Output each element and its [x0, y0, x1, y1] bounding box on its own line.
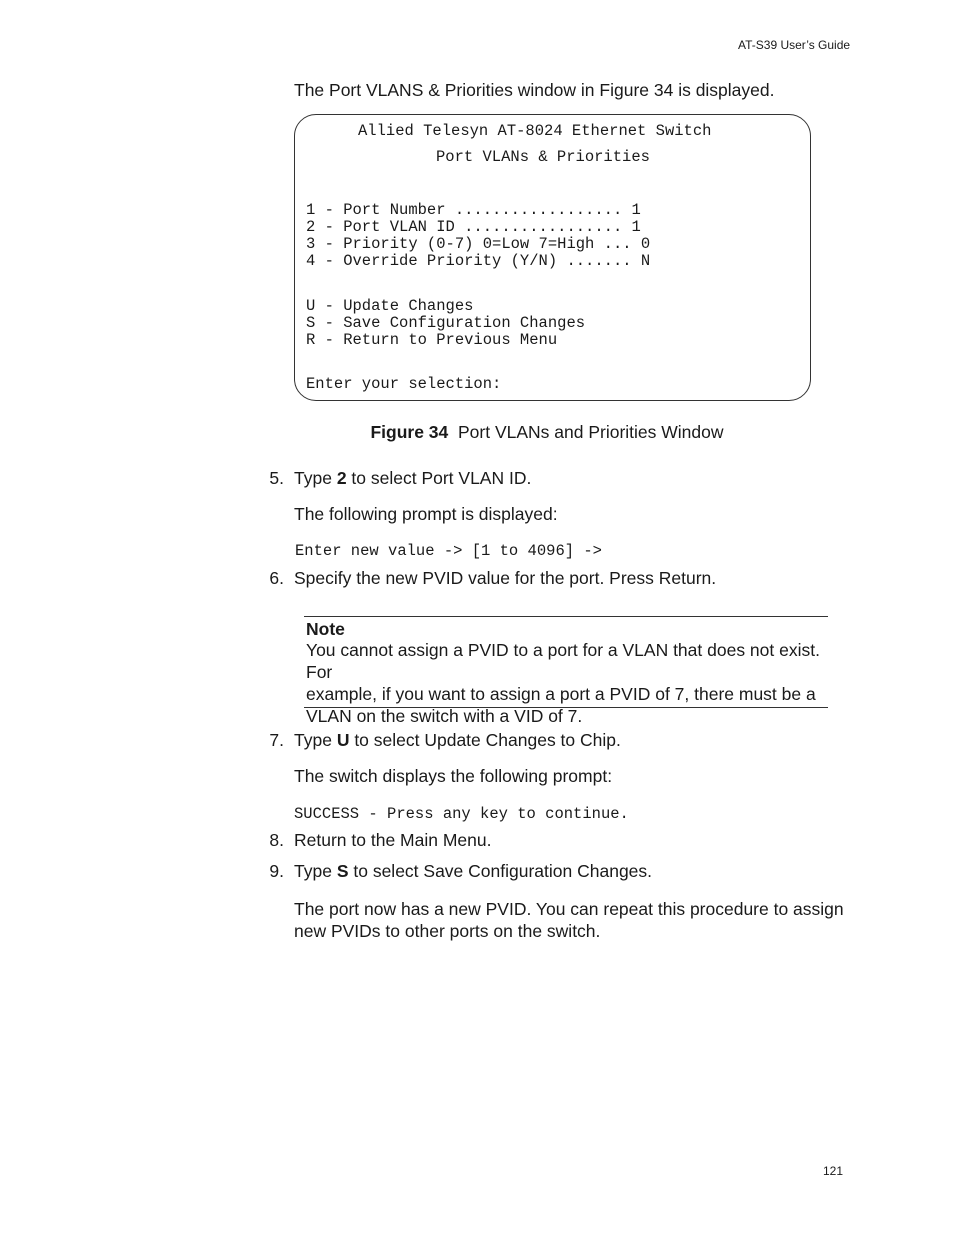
- screen-action-item: R - Return to Previous Menu: [306, 331, 558, 349]
- step-5-followup: The following prompt is displayed:: [294, 504, 558, 524]
- note-box: [304, 616, 828, 726]
- screen-action-item: U - Update Changes: [306, 297, 474, 315]
- screen-menu-item: 2 - Port VLAN ID ................. 1: [306, 218, 641, 236]
- screen-selection-prompt: Enter your selection:: [306, 375, 502, 393]
- step-7-prompt: SUCCESS - Press any key to continue.: [294, 805, 629, 823]
- figure-label: Figure 34: [370, 422, 449, 442]
- step-9-text: Type S to select Save Configuration Changes.: [294, 861, 653, 881]
- screen-menu-item: 4 - Override Priority (Y/N) ....... N: [306, 252, 651, 270]
- step-7-followup: The switch displays the following prompt:: [294, 766, 613, 786]
- step-number: 8.: [269, 830, 284, 850]
- step-5-prompt: Enter new value -> [1 to 4096] ->: [295, 542, 602, 560]
- running-header: AT-S39 User’s Guide: [738, 38, 851, 52]
- step-7-text: Type U to select Update Changes to Chip.: [294, 730, 621, 750]
- step-number: 7.: [269, 730, 284, 750]
- closing-paragraph: The port now has a new PVID. You can repeat this procedure to assign new PVIDs to other ports on the switch.: [294, 899, 844, 941]
- terminal-screen-figure: [294, 114, 811, 401]
- screen-subtitle: Port VLANs & Priorities: [436, 148, 650, 166]
- step-6-text: Specify the new PVID value for the port. Press Return.: [294, 568, 717, 588]
- step-number: 6.: [269, 568, 284, 588]
- key-label: 2: [336, 468, 347, 488]
- step-number: 9.: [269, 861, 284, 881]
- step-5-text: Type 2 to select Port VLAN ID.: [294, 468, 532, 488]
- step-8-text: Return to the Main Menu.: [294, 830, 492, 850]
- figure-caption: [0, 422, 954, 443]
- intro-paragraph: The Port VLANS & Priorities window in Figure 34 is displayed.: [294, 80, 775, 100]
- screen-menu-item: 1 - Port Number .................. 1: [306, 201, 641, 219]
- page-number: 121: [823, 1164, 844, 1178]
- key-label: U: [336, 730, 350, 750]
- screen-title: Allied Telesyn AT-8024 Ethernet Switch: [358, 122, 712, 140]
- step-number: 5.: [269, 468, 284, 488]
- screen-action-item: S - Save Configuration Changes: [306, 314, 586, 332]
- figure-title: Port VLANs and Priorities Window: [458, 422, 724, 442]
- screen-menu-item: 3 - Priority (0-7) 0=Low 7=High ... 0: [306, 235, 651, 253]
- note-text: You cannot assign a PVID to a port for a VLAN that does not exist. For example, if you want to assign a port a PVID of 7, there must be a VLAN on the switch with a VID of 7.: [306, 640, 820, 726]
- note-title: Note: [306, 619, 345, 639]
- key-label: S: [336, 861, 349, 881]
